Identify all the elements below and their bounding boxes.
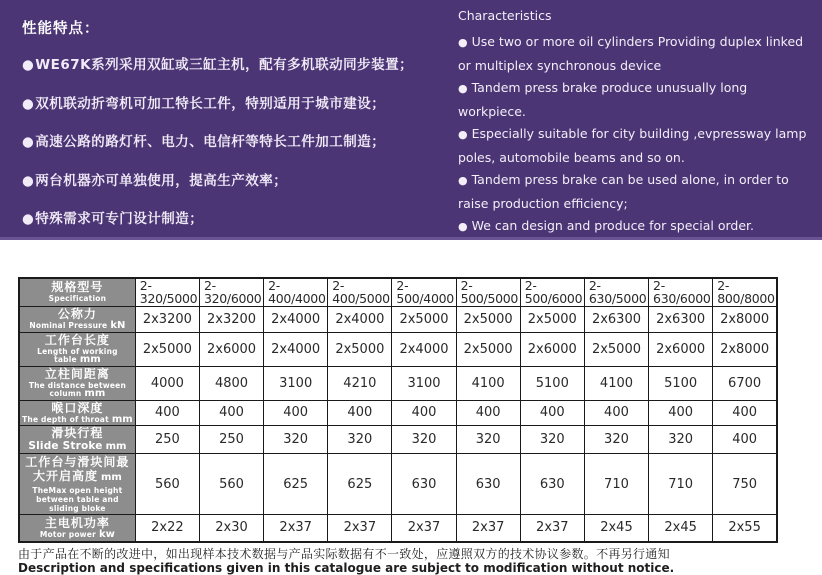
spec-row-motor-power xyxy=(19,515,777,542)
spec-value-cell: 400 xyxy=(649,400,713,426)
unit-label: kN xyxy=(110,320,126,331)
spec-value-cell: 2x37 xyxy=(456,515,520,542)
spec-value-cell: 710 xyxy=(584,454,648,515)
spec-value-cell: 2x6000 xyxy=(649,332,713,366)
spec-row-table-length xyxy=(19,332,777,366)
spec-row-label: 主电机功率 Motor power kw xyxy=(19,515,135,542)
spec-value-cell: 2x5000 xyxy=(520,307,584,333)
spec-table xyxy=(18,277,778,543)
spec-value-cell: 2x6000 xyxy=(520,332,584,366)
spec-value-cell: 320 xyxy=(584,426,648,454)
characteristic-item xyxy=(458,77,812,123)
feature-item-text: 两台机器亦可单独使用，提高生产效率； xyxy=(35,172,288,189)
spec-value-cell: 400 xyxy=(456,400,520,426)
spec-value-cell: 2x5000 xyxy=(584,332,648,366)
bullet-icon: ● xyxy=(22,95,35,112)
bullet-icon: ● xyxy=(458,220,468,233)
spec-value-cell: 2x4000 xyxy=(328,307,392,333)
characteristic-item xyxy=(458,123,812,169)
model-column-header: 2- 320/5000 xyxy=(135,278,199,307)
spec-value-cell: 400 xyxy=(713,426,777,454)
feature-item xyxy=(22,130,440,150)
spec-value-cell: 2x30 xyxy=(199,515,263,542)
spec-row-label: 滑块行程 Slide Stroke mm xyxy=(19,426,135,454)
characteristic-item-text: Tandem press brake produce unusually long workpiece. xyxy=(458,80,748,119)
spec-value-cell: 2x3200 xyxy=(135,307,199,333)
spec-value-cell: 400 xyxy=(520,400,584,426)
spec-value-cell: 2x5000 xyxy=(456,307,520,333)
spec-row-label: 喉口深度 The depth of throat mm xyxy=(19,400,135,426)
spec-row-column-distance xyxy=(19,366,777,400)
spec-value-cell: 625 xyxy=(328,454,392,515)
spec-value-cell: 400 xyxy=(328,400,392,426)
spec-value-cell: 2x6300 xyxy=(649,307,713,333)
spec-value-cell: 400 xyxy=(584,400,648,426)
characteristic-item-text: Especially suitable for city building ,evpressway lamp poles, automobile beams and so on. xyxy=(458,126,807,165)
spec-value-cell: 320 xyxy=(264,426,328,454)
spec-row-label: 公称力 Nominal Pressure kN xyxy=(19,307,135,333)
spec-value-cell: 750 xyxy=(713,454,777,515)
model-column-header: 2- 500/4000 xyxy=(392,278,456,307)
feature-item xyxy=(22,92,440,112)
spec-row-label: 工作台与滑块间最大开启高度 mm TheMax open height between table and sliding bloke xyxy=(19,454,135,515)
spec-value-cell: 2x37 xyxy=(264,515,328,542)
feature-item-text: WE67K系列采用双缸或三缸主机，配有多机联动同步装置； xyxy=(35,57,414,73)
spec-value-cell: 2x8000 xyxy=(713,332,777,366)
spec-value-cell: 320 xyxy=(520,426,584,454)
model-column-header: 2- 400/4000 xyxy=(264,278,328,307)
spec-value-cell: 2x3200 xyxy=(199,307,263,333)
spec-row-slide-stroke xyxy=(19,426,777,454)
unit-label: mm xyxy=(105,441,127,452)
spec-value-cell: 3100 xyxy=(392,366,456,400)
spec-header-en: Specification xyxy=(48,294,107,304)
spec-row-nominal-pressure xyxy=(19,307,777,333)
spec-value-cell: 320 xyxy=(328,426,392,454)
spec-value-cell: 2x5000 xyxy=(392,307,456,333)
spec-value-cell: 2x22 xyxy=(135,515,199,542)
spec-value-cell: 625 xyxy=(264,454,328,515)
feature-item xyxy=(22,53,440,73)
characteristics-title: Characteristics xyxy=(458,8,552,23)
feature-item xyxy=(22,169,440,189)
bullet-icon: ● xyxy=(458,128,468,141)
footnote-en: Description and specifications given in this catalogue are subject to modification without notice. xyxy=(18,560,675,575)
spec-value-cell: 2x37 xyxy=(520,515,584,542)
spec-value-cell: 2x4000 xyxy=(264,332,328,366)
spec-value-cell: 2x55 xyxy=(713,515,777,542)
bullet-icon: ● xyxy=(458,174,468,187)
spec-value-cell: 400 xyxy=(392,400,456,426)
spec-value-cell: 560 xyxy=(199,454,263,515)
spec-value-cell: 2x5000 xyxy=(135,332,199,366)
features-banner xyxy=(0,0,822,240)
spec-header-label xyxy=(19,278,135,307)
spec-value-cell: 2x5000 xyxy=(328,332,392,366)
spec-value-cell: 320 xyxy=(649,426,713,454)
unit-label: kw xyxy=(99,528,115,540)
spec-row-max-open-height xyxy=(19,454,777,515)
model-column-header: 2- 630/5000 xyxy=(584,278,648,307)
spec-value-cell: 250 xyxy=(135,426,199,454)
spec-value-cell: 2x5000 xyxy=(456,332,520,366)
characteristic-item xyxy=(458,31,812,77)
spec-header-zh: 规格型号 xyxy=(51,280,104,295)
spec-value-cell: 4100 xyxy=(456,366,520,400)
spec-value-cell: 6700 xyxy=(713,366,777,400)
unit-label: mm xyxy=(84,388,106,399)
feature-item-text: 特殊需求可专门设计制造； xyxy=(35,211,204,227)
spec-value-cell: 4210 xyxy=(328,366,392,400)
model-column-header: 2- 630/6000 xyxy=(649,278,713,307)
model-column-header: 2- 400/5000 xyxy=(328,278,392,307)
characteristics-column xyxy=(440,0,822,237)
feature-item-text: 高速公路的路灯杆、电力、电信杆等特长工件加工制造； xyxy=(35,134,386,150)
spec-value-cell: 630 xyxy=(520,454,584,515)
model-column-header: 2- 800/8000 xyxy=(713,278,777,307)
spec-value-cell: 2x37 xyxy=(392,515,456,542)
spec-value-cell: 320 xyxy=(456,426,520,454)
spec-value-cell: 2x4000 xyxy=(392,332,456,366)
features-column xyxy=(0,0,440,237)
spec-value-cell: 5100 xyxy=(520,366,584,400)
characteristic-item xyxy=(458,169,812,215)
spec-value-cell: 2x8000 xyxy=(713,307,777,333)
bullet-icon: ● xyxy=(22,211,35,227)
bullet-icon: ● xyxy=(458,36,468,49)
spec-value-cell: 320 xyxy=(392,426,456,454)
model-column-header: 2- 500/5000 xyxy=(456,278,520,307)
spec-value-cell: 4800 xyxy=(199,366,263,400)
unit-label: mm xyxy=(100,472,122,483)
features-title: 性能特点： xyxy=(22,21,100,37)
characteristic-item xyxy=(458,215,812,239)
spec-value-cell: 3100 xyxy=(264,366,328,400)
spec-value-cell: 250 xyxy=(199,426,263,454)
spec-row-throat-depth xyxy=(19,400,777,426)
spec-value-cell: 2x45 xyxy=(584,515,648,542)
characteristic-item-text: Tandem press brake can be used alone, in order to raise production efficiency; xyxy=(458,172,789,211)
unit-label: mm xyxy=(79,354,101,365)
bullet-icon: ● xyxy=(22,57,35,73)
spec-value-cell: 560 xyxy=(135,454,199,515)
spec-value-cell: 4100 xyxy=(584,366,648,400)
bullet-icon: ● xyxy=(458,82,468,95)
bullet-icon: ● xyxy=(22,172,35,189)
footnote xyxy=(18,547,822,575)
characteristic-item-text: We can design and produce for special order. xyxy=(471,218,755,233)
model-column-header: 2- 320/6000 xyxy=(199,278,263,307)
spec-value-cell: 5100 xyxy=(649,366,713,400)
spec-row-label: 立柱间距离 The distance between column mm xyxy=(19,366,135,400)
footnote-zh: 由于产品在不断的改进中，如出现样本技术数据与产品实际数据有不一致处，应遵照双方的技术协议参数。不再另行通知 xyxy=(18,546,670,561)
spec-value-cell: 400 xyxy=(264,400,328,426)
spec-value-cell: 400 xyxy=(135,400,199,426)
spec-value-cell: 2x45 xyxy=(649,515,713,542)
model-header-row xyxy=(19,278,777,307)
characteristic-item-text: Use two or more oil cylinders Providing duplex linked or multiplex synchronous device xyxy=(458,34,804,73)
spec-value-cell: 400 xyxy=(713,400,777,426)
feature-item-text: 双机联动折弯机可加工特长工件，特别适用于城市建设； xyxy=(35,95,386,112)
spec-value-cell: 630 xyxy=(456,454,520,515)
model-column-header: 2- 500/6000 xyxy=(520,278,584,307)
spec-value-cell: 2x6000 xyxy=(199,332,263,366)
spec-value-cell: 630 xyxy=(392,454,456,515)
spec-value-cell: 2x4000 xyxy=(264,307,328,333)
unit-label: mm xyxy=(111,413,133,425)
spec-value-cell: 710 xyxy=(649,454,713,515)
spec-value-cell: 2x37 xyxy=(328,515,392,542)
spec-value-cell: 4000 xyxy=(135,366,199,400)
feature-item xyxy=(22,207,440,227)
bullet-icon: ● xyxy=(22,134,35,150)
spec-value-cell: 2x6300 xyxy=(584,307,648,333)
spec-value-cell: 400 xyxy=(199,400,263,426)
spec-row-label: 工作台长度 Length of working table mm xyxy=(19,332,135,366)
